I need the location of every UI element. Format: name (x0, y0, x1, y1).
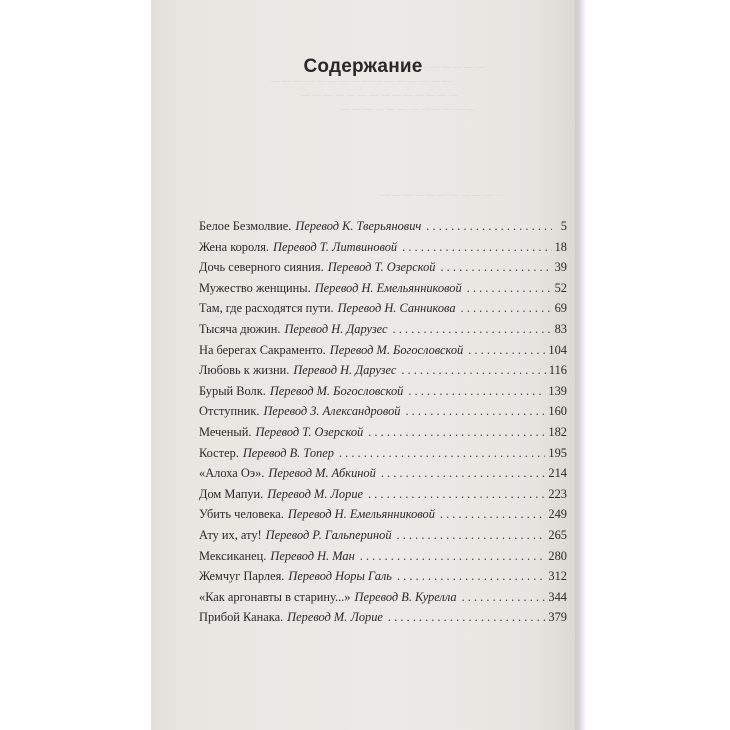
page-number: 39 (554, 260, 567, 275)
translator-credit: Перевод Н. Дарузес (284, 321, 388, 336)
toc-entry (199, 240, 567, 261)
page-number: 379 (548, 610, 567, 625)
show-through-text: — — — — — — — — — — — — (341, 104, 476, 115)
story-title: Мужество женщины. (199, 280, 311, 295)
dot-leader (461, 301, 552, 316)
page-number: 160 (548, 404, 567, 419)
toc-entry (199, 466, 567, 487)
dot-leader (405, 404, 545, 419)
toc-entry (199, 569, 567, 590)
page-number: 265 (548, 527, 567, 542)
translator-credit: Перевод Н. Дарузес (293, 363, 397, 378)
translator-credit: Перевод М. Абкиной (268, 466, 376, 481)
story-title: На берегах Сакраменто. (199, 342, 326, 357)
dot-leader (440, 507, 546, 522)
page-title: Содержание (303, 55, 423, 77)
page-number: 104 (548, 342, 567, 357)
dot-leader (381, 466, 546, 481)
story-title: «Алоха Оэ». (199, 466, 265, 481)
page-number: 18 (554, 239, 567, 254)
toc-entry (199, 446, 567, 467)
story-title: Там, где расходятся пути. (199, 301, 334, 316)
dot-leader (397, 528, 546, 543)
show-through-text: — — — — — — — — — — — — — — (301, 90, 458, 101)
toc-entry (199, 260, 567, 281)
toc-entry (199, 301, 567, 322)
page-number: 182 (548, 424, 567, 439)
page-number: 52 (554, 280, 567, 295)
page-number: 249 (548, 507, 567, 522)
story-title: «Как аргонавты в старину...» (199, 589, 351, 604)
page-number: 139 (548, 383, 567, 398)
show-through-text: — — — — — — — — — — — — — — — — (271, 76, 451, 87)
dot-leader (440, 260, 551, 275)
story-title: Мексиканец. (199, 548, 267, 563)
story-title: Тысяча дюжин. (199, 321, 281, 336)
translator-credit: Перевод М. Богословской (269, 383, 404, 398)
dot-leader (368, 487, 545, 502)
book-page (151, 0, 575, 730)
toc-entry (199, 425, 567, 446)
page-number: 69 (554, 301, 567, 316)
dot-leader (468, 343, 545, 358)
dot-leader (426, 219, 552, 234)
translator-credit: Перевод Н. Емельянниковой (287, 507, 435, 522)
page-number: 83 (554, 321, 567, 336)
toc-entry (199, 281, 567, 302)
story-title: Любовь к жизни. (199, 363, 290, 378)
story-title: Бурый Волк. (199, 383, 266, 398)
translator-credit: Перевод Норы Галь (288, 569, 392, 584)
page-number: 195 (548, 445, 567, 460)
story-title: Отступник. (199, 404, 260, 419)
toc-entry (199, 549, 567, 570)
story-title: Дом Мапуи. (199, 486, 264, 501)
translator-credit: Перевод Т. Литвиновой (273, 239, 398, 254)
page-number: 116 (548, 363, 567, 378)
toc-entry (199, 507, 567, 528)
page-number: 223 (548, 486, 567, 501)
story-title: Убить человека. (199, 507, 284, 522)
translator-credit: Перевод Р. Гальпериной (265, 527, 392, 542)
dot-leader (402, 240, 551, 255)
translator-credit: Перевод В. Топер (242, 445, 334, 460)
dot-leader (368, 425, 545, 440)
dot-leader (360, 549, 546, 564)
dot-leader (467, 281, 552, 296)
translator-credit: Перевод З. Александровой (263, 404, 401, 419)
translator-credit: Перевод Н. Ман (270, 548, 355, 563)
toc-entry (199, 610, 567, 631)
dot-leader (462, 590, 546, 605)
toc-entry (199, 404, 567, 425)
story-title: Дочь северного сияния. (199, 260, 324, 275)
translator-credit: Перевод Т. Озерской (255, 424, 364, 439)
toc-entry (199, 343, 567, 364)
translator-credit: Перевод Т. Озерской (327, 260, 436, 275)
dot-leader (401, 363, 546, 378)
toc-entry (199, 219, 567, 240)
toc-entry (199, 363, 567, 384)
story-title: Белое Безмолвие. (199, 219, 292, 233)
story-title: Меченый. (199, 424, 252, 439)
page-number: 5 (560, 219, 567, 233)
dot-leader (339, 446, 545, 461)
translator-credit: Перевод Н. Емельянниковой (314, 280, 462, 295)
story-title: Прибой Канака. (199, 610, 284, 625)
story-title: Ату их, ату! (199, 527, 262, 542)
translator-credit: Перевод В. Курелла (354, 589, 457, 604)
page-number: 280 (548, 548, 567, 563)
translator-credit: Перевод М. Лорие (267, 486, 364, 501)
page-number: 344 (548, 589, 567, 604)
toc-entry (199, 528, 567, 549)
toc-entry (199, 590, 567, 611)
translator-credit: Перевод Н. Санникова (337, 301, 456, 316)
dot-leader (408, 384, 545, 399)
translator-credit: Перевод К. Тверьянович (295, 219, 422, 233)
translator-credit: Перевод М. Богословской (329, 342, 464, 357)
dot-leader (388, 610, 545, 625)
story-title: Костер. (199, 445, 239, 460)
page-number: 312 (548, 569, 567, 584)
toc-entry (199, 322, 567, 343)
toc-entry (199, 384, 567, 405)
dot-leader (393, 322, 552, 337)
show-through-text: — — — — — — — — — — — (381, 190, 504, 201)
show-through-text: — — — — — — — — (396, 62, 485, 73)
page-number: 214 (548, 466, 567, 481)
story-title: Жемчуг Парлея. (199, 569, 285, 584)
page-edge (575, 0, 585, 730)
toc-entry (199, 487, 567, 508)
dot-leader (397, 569, 545, 584)
table-of-contents (199, 219, 567, 631)
story-title: Жена короля. (199, 239, 269, 254)
translator-credit: Перевод М. Лорие (287, 610, 383, 625)
